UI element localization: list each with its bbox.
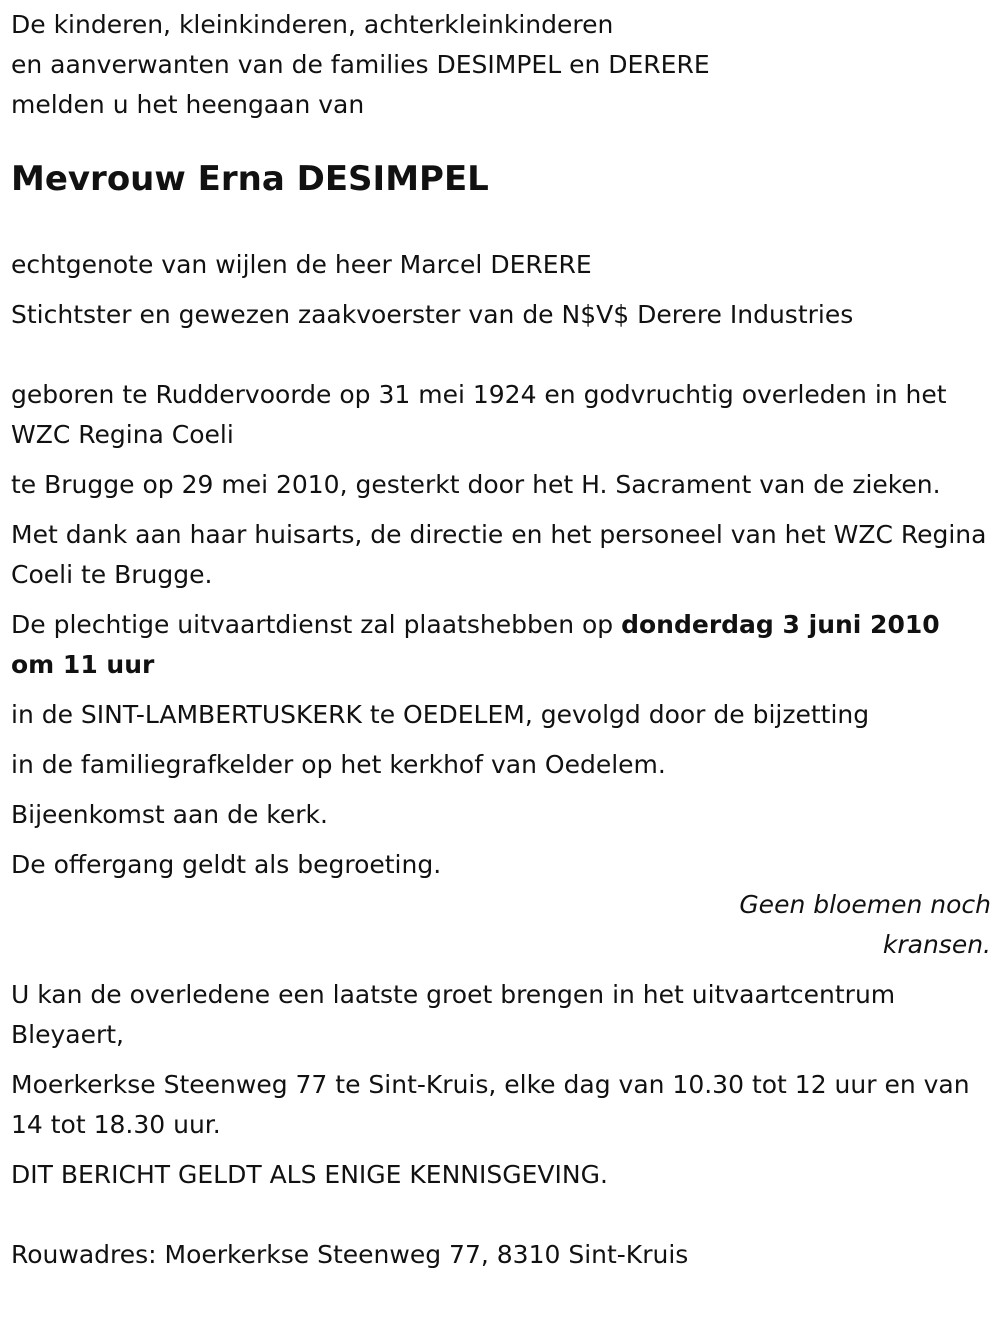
intro-line-3: melden u het heengaan van xyxy=(11,90,365,119)
thanks-line: Met dank aan haar huisarts, de directie en het personeel van het WZC Regina Coeli te Brugge. xyxy=(11,520,987,589)
no-flowers-note: Geen bloemen noch kransen. xyxy=(739,890,991,959)
gathering-line: Bijeenkomst aan de kerk. xyxy=(11,800,328,829)
intro-line-2: en aanverwanten van de families DESIMPEL en DERERE xyxy=(11,50,710,79)
intro-block xyxy=(11,5,991,125)
visit-line: U kan de overledene een laatste groet brengen in het uitvaartcentrum Bleyaert, xyxy=(11,980,896,1049)
founder-line: Stichtster en gewezen zaakvoerster van de N$V$ Derere Industries xyxy=(11,300,854,329)
spouse-line: echtgenote van wijlen de heer Marcel DERERE xyxy=(11,250,592,279)
service-date-time: donderdag 3 juni 2010 om 11 uur xyxy=(11,610,940,679)
obituary-notice xyxy=(11,5,991,1275)
church-line: in de SINT-LAMBERTUSKERK te OEDELEM, gevolgd door de bijzetting xyxy=(11,700,870,729)
burial-line: in de familiegrafkelder op het kerkhof van Oedelem. xyxy=(11,750,666,779)
service-line xyxy=(11,605,991,685)
deceased-name: Mevrouw Erna DESIMPEL xyxy=(11,159,489,199)
mourning-address: Rouwadres: Moerkerkse Steenweg 77, 8310 Sint-Kruis xyxy=(11,1240,689,1269)
death-line: te Brugge op 29 mei 2010, gesterkt door het H. Sacrament van de zieken. xyxy=(11,470,941,499)
notice-line: DIT BERICHT GELDT ALS ENIGE KENNISGEVING. xyxy=(11,1160,608,1189)
born-line: geboren te Ruddervoorde op 31 mei 1924 en godvruchtig overleden in het WZC Regina Coeli xyxy=(11,380,947,449)
intro-line-1: De kinderen, kleinkinderen, achterkleinkinderen xyxy=(11,10,614,39)
offering-line: De offergang geldt als begroeting. xyxy=(11,850,442,879)
visit-address-line: Moerkerkse Steenweg 77 te Sint-Kruis, elke dag van 10.30 tot 12 uur en van 14 tot 18.30 uur. xyxy=(11,1070,970,1139)
service-prefix: De plechtige uitvaartdienst zal plaatshebben op xyxy=(11,610,622,639)
